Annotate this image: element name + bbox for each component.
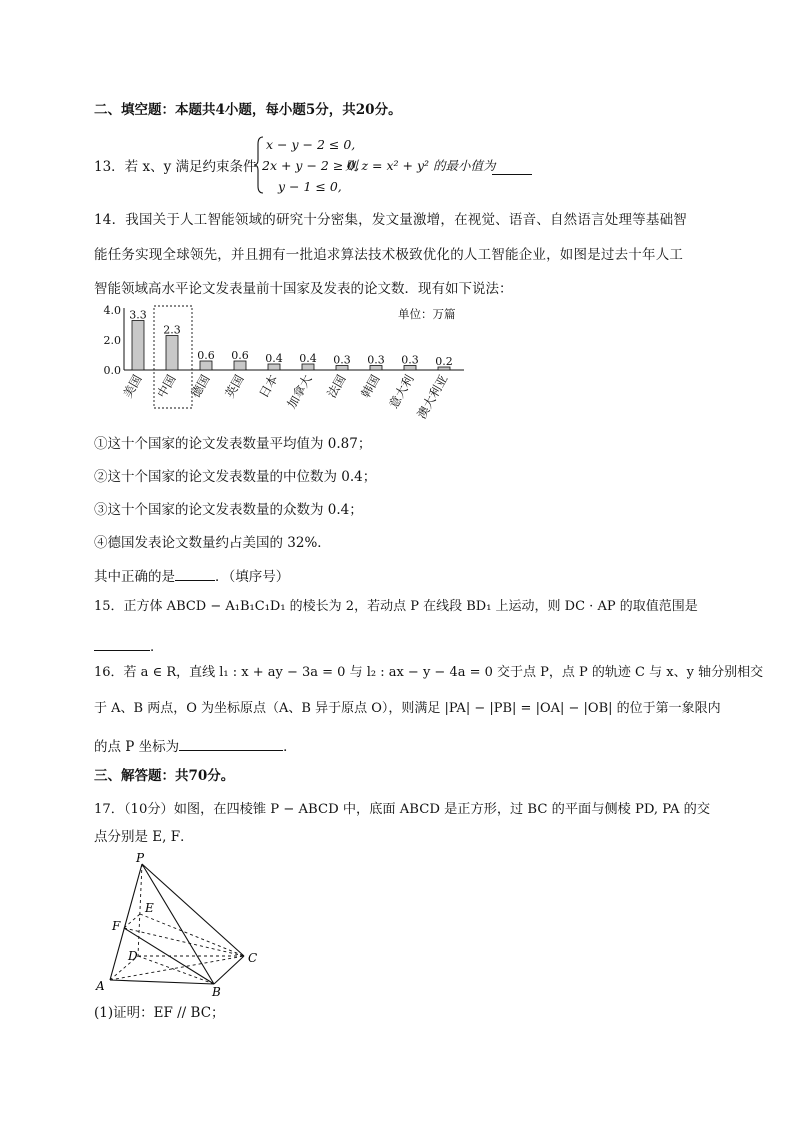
q14-statement-1: ①这十个国家的论文发表数量平均值为 0.87； bbox=[94, 436, 372, 452]
vertex-label-B: B bbox=[212, 985, 221, 999]
q17-line-2: 点分别是 E, F． bbox=[94, 829, 194, 845]
vertex-label-F: F bbox=[112, 919, 121, 933]
value-label: 0.6 bbox=[231, 349, 249, 362]
q15-line-1: 15．正方体 ABCD − A₁B₁C₁D₁ 的棱长为 2，若动点 P 在线段 BD₁ 上运动，则 DC · AP 的取值范围是 bbox=[94, 599, 698, 614]
vertex-label-A: A bbox=[96, 979, 105, 993]
q14-answer-blank[interactable] bbox=[175, 566, 215, 581]
value-label: 0.3 bbox=[367, 353, 385, 367]
bar-德国 bbox=[200, 361, 212, 370]
q16-line-3 bbox=[94, 736, 297, 756]
section-heading-fill-blank: 二、填空题：本题共4小题，每小题5分，共20分。 bbox=[94, 102, 402, 118]
q14-question bbox=[94, 566, 289, 586]
q14-line-2: 能任务实现全球领先，并且拥有一批追求算法技术极致优化的人工智能企业，如图是过去十年人工 bbox=[94, 247, 684, 263]
category-label: 日本 bbox=[256, 372, 281, 401]
q15-answer-blank[interactable] bbox=[94, 636, 150, 651]
y-tick-label: 4.0 bbox=[103, 304, 121, 317]
category-label: 加拿大 bbox=[284, 372, 315, 411]
q13-answer-blank[interactable] bbox=[492, 160, 532, 175]
q17-line-1: 17．（10分）如图，在四棱锥 P − ABCD 中，底面 ABCD 是正方形，过 BC 的平面与侧棱 PD, PA 的交 bbox=[94, 802, 711, 817]
category-label: 中国 bbox=[154, 372, 179, 401]
category-label: 英国 bbox=[222, 372, 247, 401]
edge-FC bbox=[124, 928, 244, 956]
q15-line-2-tail: ． bbox=[150, 639, 164, 655]
vertex-label-D: D bbox=[128, 949, 138, 963]
value-label: 0.3 bbox=[333, 353, 351, 367]
category-label: 法国 bbox=[324, 372, 349, 401]
vertex-label-E: E bbox=[145, 901, 154, 915]
value-label: 0.3 bbox=[401, 353, 419, 367]
edge-PC bbox=[142, 864, 244, 956]
q13-prefix: 13．若 x、y 满足约束条件 bbox=[94, 159, 257, 175]
q13-constraint-2: 2x + y − 2 ≥ 0, bbox=[262, 158, 360, 173]
q14-line-3: 智能领域高水平论文发表量前十国家及发表的论文数．现有如下说法： bbox=[94, 281, 513, 297]
q14-statement-4: ④德国发表论文数量约占美国的 32%． bbox=[94, 535, 331, 551]
category-label: 澳大利亚 bbox=[414, 372, 451, 422]
category-label: 德国 bbox=[188, 372, 213, 401]
q16-line-3-suffix: ． bbox=[283, 739, 297, 755]
q14-question-prefix: 其中正确的是 bbox=[94, 569, 175, 585]
value-label: 2.3 bbox=[163, 323, 181, 337]
edge-PB bbox=[142, 864, 214, 984]
q17-part-1: (1)证明：EF // BC； bbox=[94, 1005, 225, 1021]
q14-statement-3: ③这十个国家的论文发表数量的众数为 0.4； bbox=[94, 502, 363, 518]
value-label: 0.4 bbox=[299, 352, 317, 365]
q16-line-1: 16．若 a ∈ R，直线 l₁ : x + ay − 3a = 0 与 l₂ : ax − y − 4a = 0 交于点 P，点 P 的轨迹 C 与 x、y 轴分别相交 bbox=[94, 665, 764, 680]
y-tick-label: 0.0 bbox=[103, 364, 121, 377]
vertex-label-P: P bbox=[136, 851, 145, 865]
q14-line-1: 14．我国关于人工智能领域的研究十分密集，发文量激增，在视觉、语音、自然语言处理等基础智 bbox=[94, 212, 687, 228]
vertex-label-C: C bbox=[248, 951, 258, 965]
bar-中国 bbox=[166, 336, 178, 371]
q13-constraint-1: x − y − 2 ≤ 0, bbox=[266, 137, 356, 152]
paper-count-bar-chart bbox=[94, 302, 474, 432]
category-label: 意大利 bbox=[386, 372, 417, 411]
q16-line-3-prefix: 的点 P 坐标为 bbox=[94, 739, 180, 755]
unit-label: 单位：万篇 bbox=[398, 307, 456, 321]
value-label: 0.6 bbox=[197, 349, 215, 362]
value-label: 0.4 bbox=[265, 352, 283, 365]
pyramid-figure bbox=[92, 850, 272, 1000]
bar-英国 bbox=[234, 361, 246, 370]
q16-line-2: 于 A、B 两点，O 为坐标原点（A、B 异于原点 O），则满足 |PA| − |PB| = |OA| − |OB| 的位于第一象限内 bbox=[94, 701, 721, 716]
y-tick-label: 2.0 bbox=[103, 334, 121, 347]
bar-美国 bbox=[132, 321, 144, 371]
value-label: 3.3 bbox=[129, 308, 147, 322]
q14-statement-2: ②这十个国家的论文发表数量的中位数为 0.4； bbox=[94, 469, 377, 485]
edge-AB bbox=[110, 980, 214, 984]
category-label: 美国 bbox=[120, 372, 145, 401]
q13-constraint-3: y − 1 ≤ 0, bbox=[278, 179, 342, 194]
q15-line-2 bbox=[94, 636, 164, 656]
q16-answer-blank[interactable] bbox=[179, 736, 283, 751]
q13-question-tail: 则 z = x² + y² 的最小值为 bbox=[345, 158, 496, 173]
q14-question-suffix: ．（填序号） bbox=[215, 569, 290, 585]
value-label: 0.2 bbox=[435, 355, 453, 368]
category-label: 韩国 bbox=[358, 372, 383, 401]
section-heading-solve: 三、解答题：共70分。 bbox=[94, 768, 235, 784]
